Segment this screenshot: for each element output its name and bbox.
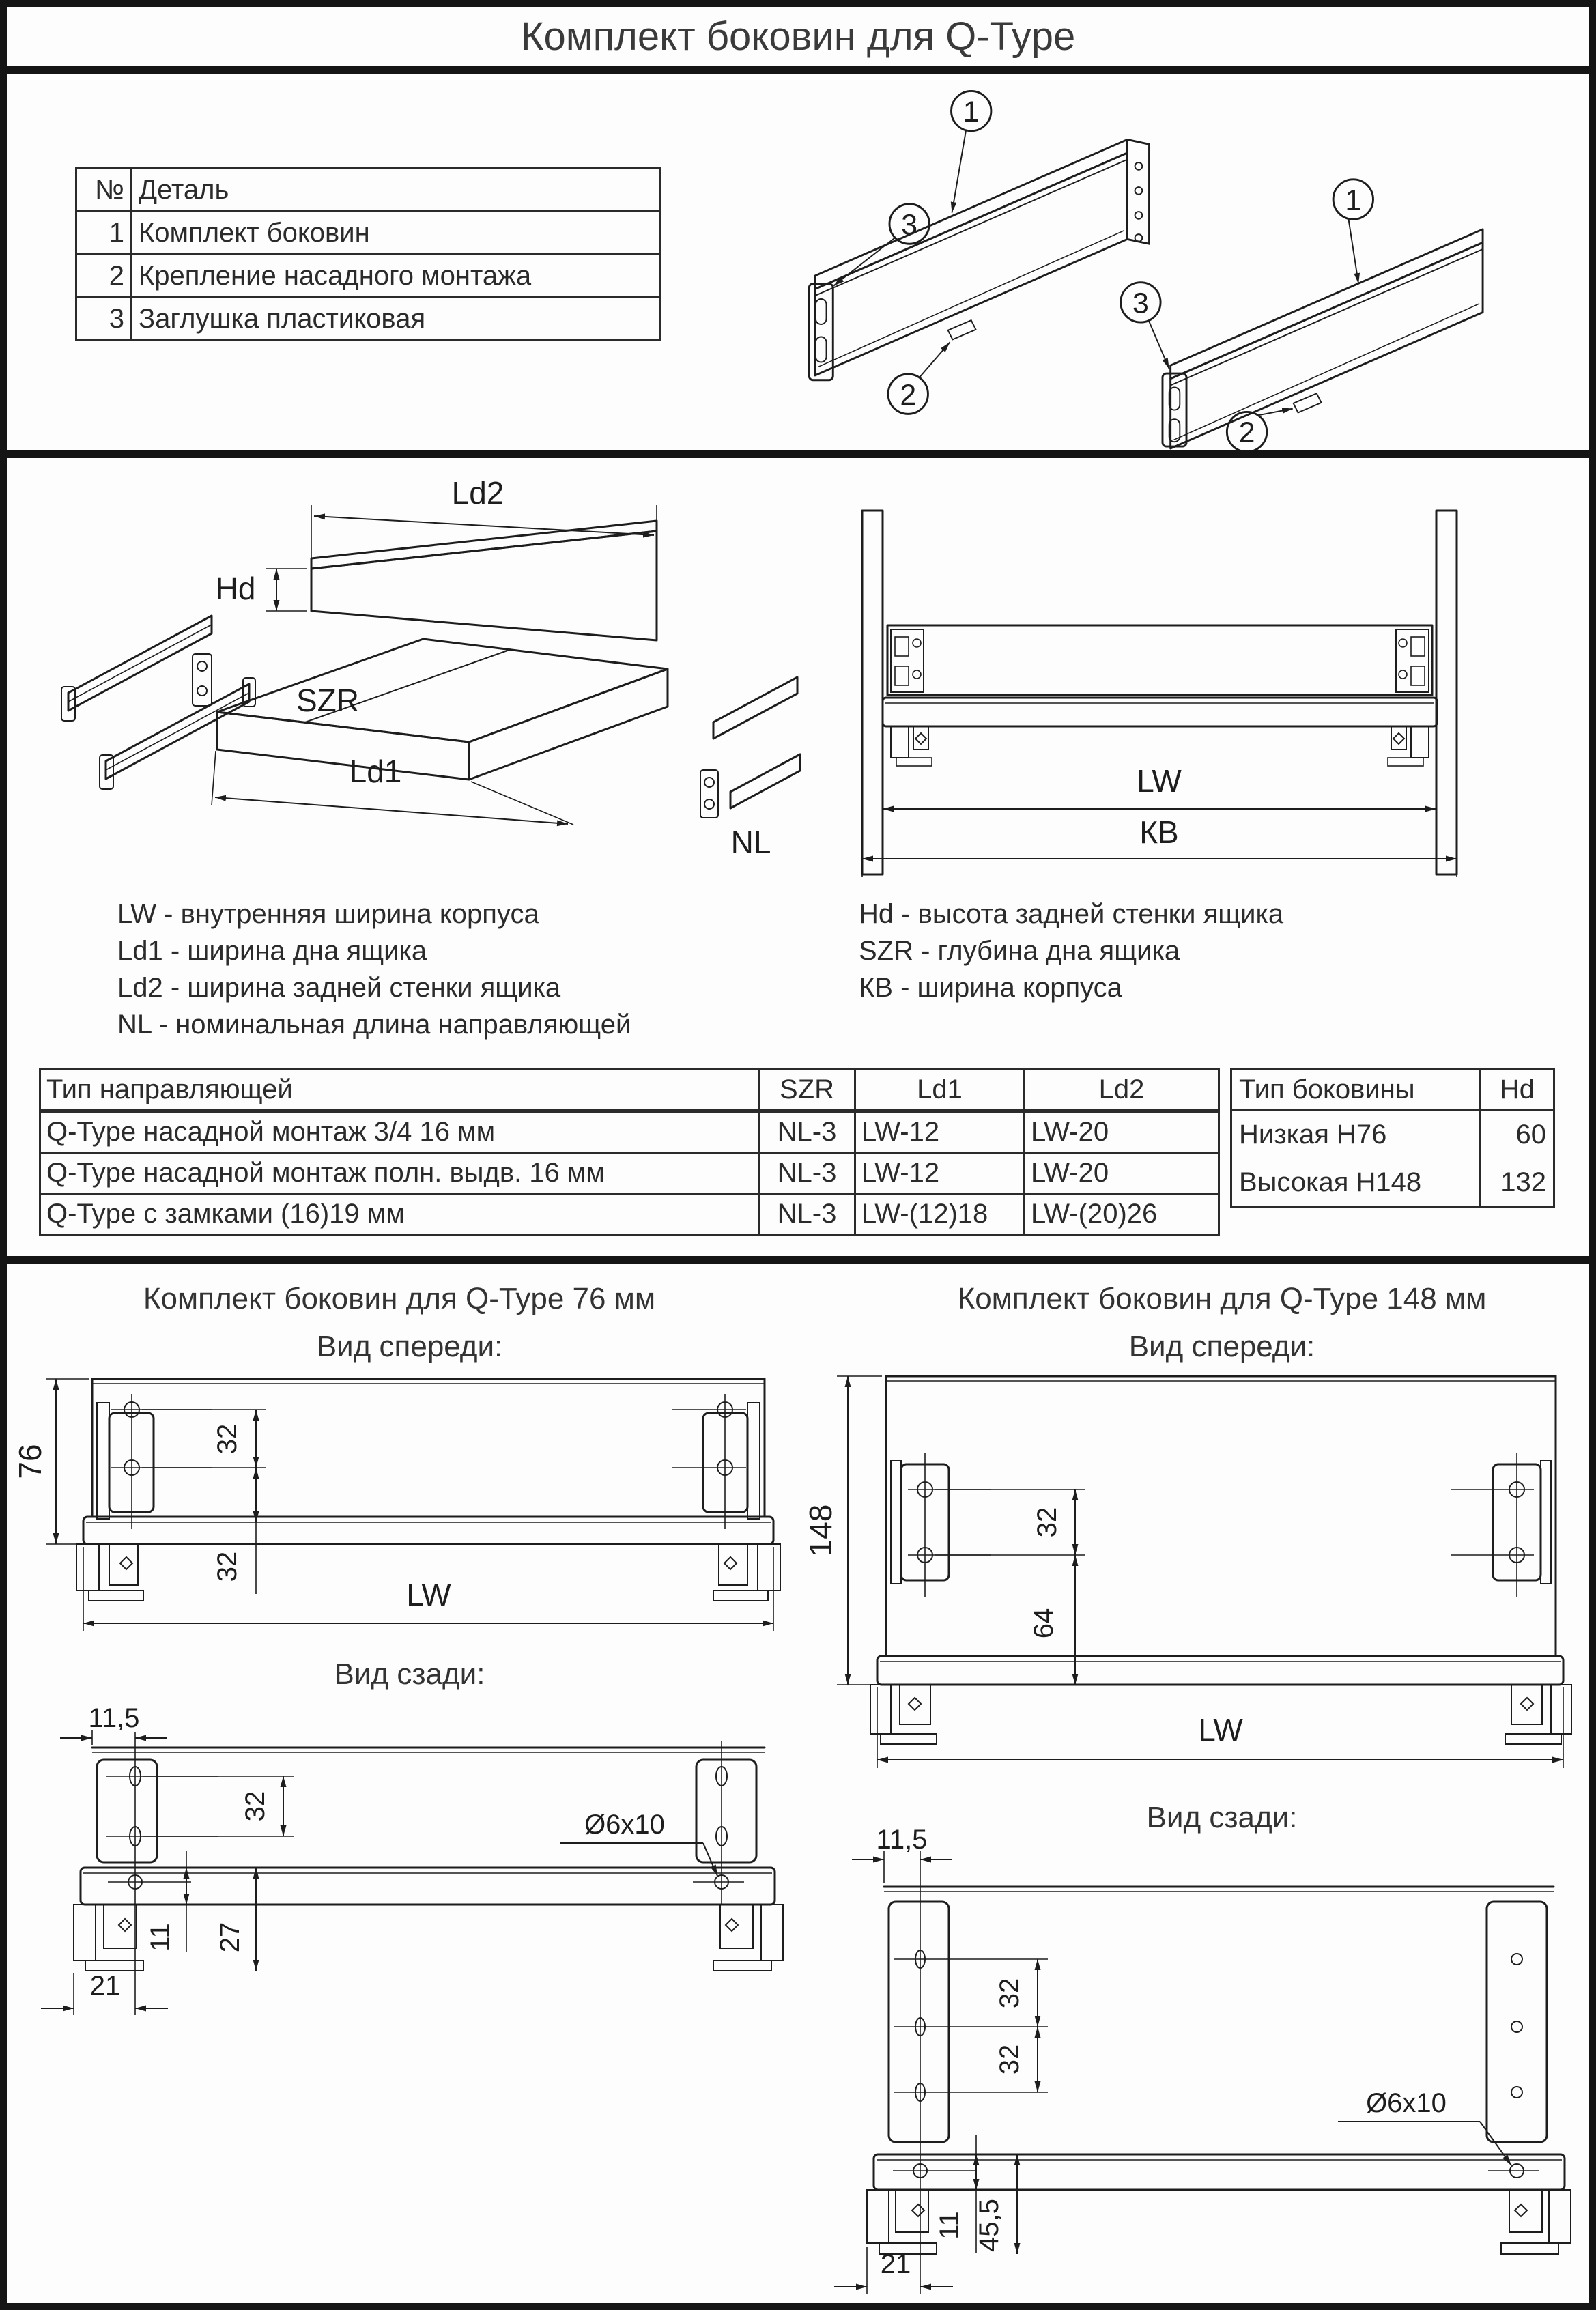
foot-left [76,1544,143,1601]
dim-11-5 [60,1703,167,1745]
table-row [1231,1110,1554,1208]
bottom-profile [867,2154,1571,2254]
dim-32-upper [995,1959,1038,2027]
side-hd: 60 [1515,1119,1546,1150]
rail-right [672,1394,760,1529]
dim-76-label: 76 [12,1444,48,1479]
dim-32-label: 32 [995,2044,1025,2075]
sides-table [1230,1068,1555,1208]
foot-left [870,1685,937,1744]
legend-line: SZR - глубина дна ящика [859,936,1180,966]
section-divider [7,450,1589,458]
dim-11-label: 11 [145,1923,175,1952]
callout-3: 3 [901,208,918,242]
table-row [40,1153,1219,1194]
guide-ld2: LW-20 [1025,1153,1219,1194]
corner-bracket-right [1396,629,1429,692]
panel-outline [92,1379,765,1517]
legend-line: LW - внутренняя ширина корпуса [117,899,539,929]
dim-45-5 [974,2154,1017,2254]
lw-label: LW [1137,763,1182,799]
side-panel-right [1163,229,1483,448]
part-name: Крепление насадного монтажа [131,255,661,298]
dim-32 [935,1489,1085,1555]
cabinet-front-view-diagram [823,471,1591,887]
dim-21-label: 21 [880,2249,911,2279]
part-num: 1 [76,212,131,255]
foot-right [713,1544,780,1601]
low-kit-title: Комплект боковин для Q-Type 76 мм [143,1282,656,1315]
kb-dimension [862,814,1457,877]
table-row [40,1194,1219,1235]
legend-line: Ld2 - ширина задней стенки ящика [117,973,561,1003]
callout-2: 2 [1238,416,1255,450]
dim-11-label: 11 [935,2211,965,2240]
high-kit-title: Комплект боковин для Q-Type 148 мм [957,1282,1487,1315]
side-hd-values [1481,1110,1554,1208]
legend-left [117,896,631,1043]
kb-label: КВ [1139,814,1179,850]
panel-outline [884,1887,1554,1892]
plate-right [696,1741,756,1905]
guides-header-ld2: Ld2 [1025,1070,1219,1111]
table-row [76,298,661,341]
dim-148-label: 148 [803,1504,838,1557]
hole-callout [560,1810,717,1876]
hd-label: Hd [215,571,256,606]
legend-line: Hd - высота задней стенки ящика [859,899,1284,929]
callout-1: 1 [963,96,980,129]
mount-bracket [948,320,976,339]
rail-left [891,1453,991,1597]
right-slide-rails [700,677,800,860]
guide-szr: NL-3 [759,1153,855,1194]
szr-label: SZR [296,683,359,718]
dim-32-label: 32 [212,1551,242,1582]
dim-11-5-label: 11,5 [876,1825,928,1855]
parts-col-name: Деталь [131,169,661,212]
dim-lw-label: LW [1198,1712,1243,1748]
callouts-right-panel [1121,180,1373,452]
dim-11 [145,1851,186,1952]
guides-header-ld1: Ld1 [855,1070,1025,1111]
foot-left [74,1905,143,1971]
front-view-76-drawing [12,1365,799,1638]
hole-size-label: Ø6x10 [584,1810,665,1840]
dim-32 [143,1776,294,1836]
dim-27-label: 27 [215,1922,245,1953]
sides-header-type: Тип боковины [1231,1070,1481,1110]
callouts-left-panel [833,91,991,414]
dim-32-label: 32 [212,1423,242,1455]
dim-148 [803,1376,882,1685]
rail-left [97,1394,212,1529]
mount-bracket [1294,393,1322,412]
guide-szr: NL-3 [759,1111,855,1153]
hd-dimension [216,569,307,611]
part-num: 2 [76,255,131,298]
parts-col-num: № [76,169,131,212]
ld2-label: Ld2 [451,475,504,511]
guides-header-szr: SZR [759,1070,855,1111]
guide-type: Q-Type насадной монтаж 3/4 16 мм [40,1111,759,1153]
section-divider [7,1256,1589,1264]
foot-right [1388,726,1429,766]
dim-45-5-label: 45,5 [974,2199,1004,2252]
dim-lw-label: LW [406,1577,451,1612]
guides-table [39,1068,1220,1236]
low-front-view-label: Вид спереди: [316,1330,503,1363]
plate-right [1487,1902,1547,2142]
back-view-76-drawing [20,1700,799,2027]
drawer-bottom-slab [217,639,668,780]
sides-header-hd: Hd [1481,1070,1554,1110]
side-type: Низкая H76 [1239,1119,1387,1150]
hole-size-label: Ø6x10 [1366,2088,1447,2118]
dim-27 [215,1868,256,1971]
panel-outline [92,1748,765,1752]
side-type: Высокая H148 [1239,1167,1422,1197]
dim-32-label: 32 [1032,1507,1062,1538]
plate-left [889,1902,1048,2142]
foot-right [1505,1685,1571,1744]
rail-right [1451,1453,1551,1597]
dim-32-label: 32 [995,1978,1025,2009]
low-back-view-label: Вид сзади: [334,1657,485,1691]
guide-ld1: LW-(12)18 [855,1194,1025,1235]
legend-line: Ld1 - ширина дна ящика [117,936,427,966]
part-name: Заглушка пластиковая [131,298,661,341]
guide-szr: NL-3 [759,1194,855,1235]
foot-right [1501,2190,1571,2254]
parts-table [75,167,661,341]
corner-bracket-left [891,629,924,692]
guide-ld1: LW-12 [855,1111,1025,1153]
callout-2: 2 [900,378,917,412]
dim-76 [12,1379,89,1544]
dim-32-upper [142,1410,266,1468]
drawer-assembly [883,625,1437,766]
table-row [40,1111,1219,1153]
nl-label: NL [730,825,771,860]
table-row [76,212,661,255]
callout-1: 1 [1345,184,1362,217]
dim-21-label: 21 [89,1971,121,2001]
dim-64-label: 64 [1029,1608,1059,1639]
exploded-dimensions-diagram [41,471,806,887]
guide-ld2: LW-20 [1025,1111,1219,1153]
back-view-148-drawing [812,1816,1591,2303]
part-num: 3 [76,298,131,341]
front-view-148-drawing [803,1358,1591,1782]
isometric-panels-illustration [741,76,1584,448]
back-panel [311,521,657,640]
dim-11-5-label: 11,5 [88,1703,140,1733]
legend-right [859,896,1283,1006]
dim-lw [83,1547,773,1631]
dim-32-label: 32 [240,1791,270,1822]
side-types [1231,1110,1481,1208]
side-hd: 132 [1500,1167,1546,1197]
dim-32-lower [995,2027,1038,2092]
dim-21 [41,1971,168,2015]
dim-32-lower [212,1468,256,1594]
dim-64 [1029,1555,1075,1685]
dim-11 [935,2135,976,2253]
lw-dimension [883,730,1436,818]
high-back-view-label: Вид сзади: [1146,1801,1298,1834]
panel-outline [886,1376,1556,1656]
high-front-view-label: Вид спереди: [1128,1330,1315,1363]
guide-ld1: LW-12 [855,1153,1025,1194]
ld2-dimension [311,475,657,572]
guide-ld2: LW-(20)26 [1025,1194,1219,1235]
table-row [76,255,661,298]
foot-left [867,2190,937,2254]
foot-right [713,1905,783,1971]
callout-3: 3 [1132,287,1149,320]
side-panel-left [809,139,1149,380]
bottom-profile [74,1868,783,1971]
left-slide-rails [61,616,255,789]
foot-left [891,726,932,766]
dim-lw [877,1687,1563,1768]
guides-header-type: Тип направляющей [40,1070,759,1111]
page-title: Комплект боковин для Q-Type [7,7,1589,74]
legend-line: КВ - ширина корпуса [859,973,1122,1003]
ld1-label: Ld1 [349,754,402,789]
guide-type: Q-Type насадной монтаж полн. выдв. 16 мм [40,1153,759,1194]
guide-type: Q-Type с замками (16)19 мм [40,1194,759,1235]
legend-line: NL - номинальная длина направляющей [117,1010,631,1040]
part-name: Комплект боковин [131,212,661,255]
